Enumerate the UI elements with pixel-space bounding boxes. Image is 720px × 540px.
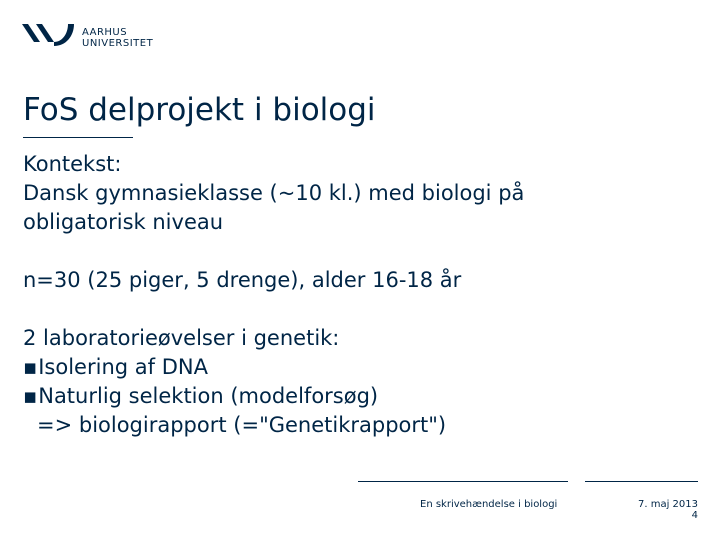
bullet-item: ▪ Naturlig selektion (modelforsøg) bbox=[23, 382, 703, 411]
footer-divider bbox=[585, 481, 698, 482]
slide-body bbox=[23, 150, 703, 440]
footer-divider bbox=[358, 481, 568, 482]
footer-text: En skrivehændelse i biologi bbox=[420, 499, 558, 510]
result-line: => biologirapport (="Genetikrapport") bbox=[37, 413, 447, 437]
slide-title: FoS delprojekt i biologi bbox=[23, 92, 376, 128]
university-name bbox=[82, 27, 153, 49]
context-heading: Kontekst: bbox=[23, 152, 122, 176]
lab-heading: 2 laboratorieøvelser i genetik: bbox=[23, 326, 340, 350]
aarhus-university-seal-icon bbox=[20, 20, 80, 48]
page-number: 4 bbox=[691, 510, 698, 521]
sample-description: n=30 (25 piger, 5 drenge), alder 16-18 år bbox=[23, 268, 462, 292]
footer-date: 7. maj 2013 bbox=[638, 499, 698, 510]
university-name-line1: AARHUS bbox=[82, 27, 128, 38]
university-name-line2: UNIVERSITET bbox=[82, 38, 154, 49]
title-underline bbox=[23, 137, 133, 138]
bullet-item: ▪ Isolering af DNA bbox=[23, 353, 703, 382]
context-line-2: obligatorisk niveau bbox=[23, 210, 224, 234]
context-line-1: Dansk gymnasieklasse (~10 kl.) med biologi på bbox=[23, 181, 525, 205]
